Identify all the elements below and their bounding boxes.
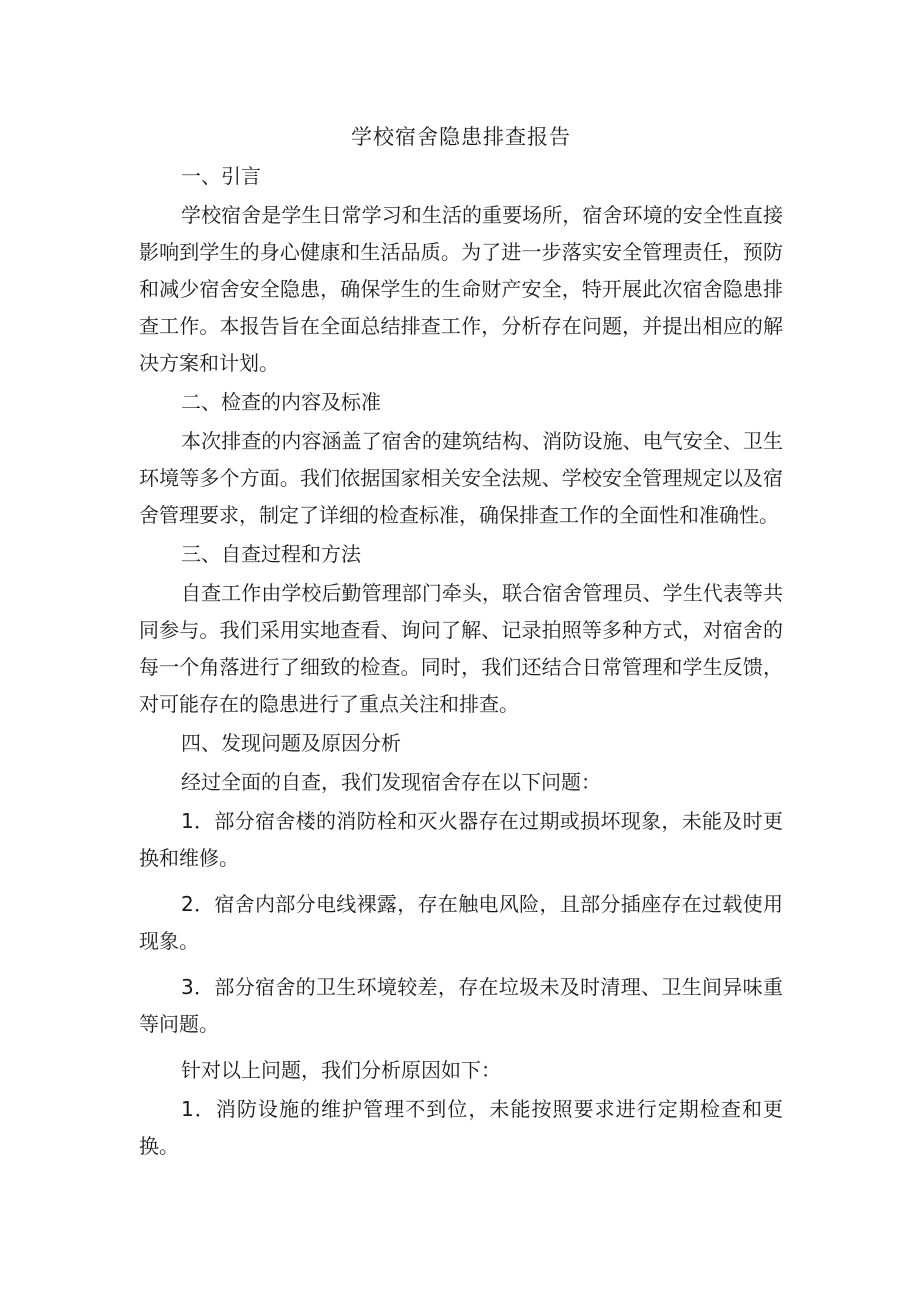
introduction-paragraph: 学校宿舍是学生日常学习和生活的重要场所，宿舍环境的安全性直接影响到学生的身心健康和生活品质。为了进一步落实安全管理责任，预防和减少宿舍安全隐患，确保学生的生命财产安全，特开展此次宿舍隐患排查工作。本报告旨在全面总结排查工作，分析存在问题，并提出相应的解决方案和计划。 xyxy=(139,203,783,375)
section-heading-introduction: 一、引言 xyxy=(181,164,261,188)
document-title: 学校宿舍隐患排查报告 xyxy=(351,125,571,149)
cause-item: 1．消防设施的维护管理不到位，未能按照要求进行定期检查和更换。 xyxy=(139,1097,783,1158)
section-heading-process: 三、自查过程和方法 xyxy=(181,542,361,566)
process-paragraph: 自查工作由学校后勤管理部门牵头，联合宿舍管理员、学生代表等共同参与。我们采用实地查看、询问了解、记录拍照等多种方式，对宿舍的每一个角落进行了细致的检查。同时，我们还结合日常管理和学生反馈，对可能存在的隐患进行了重点关注和排查。 xyxy=(139,581,783,716)
problems-intro: 经过全面的自查，我们发现宿舍存在以下问题： xyxy=(181,770,601,794)
inspection-content-paragraph: 本次排查的内容涵盖了宿舍的建筑结构、消防设施、电气安全、卫生环境等多个方面。我们依据国家相关安全法规、学校安全管理规定以及宿舍管理要求，制定了详细的检查标准，确保排查工作的全面性和准确性。 xyxy=(139,429,783,527)
section-heading-inspection-content: 二、检查的内容及标准 xyxy=(181,390,381,414)
problem-item: 3．部分宿舍的卫生环境较差，存在垃圾未及时清理、卫生间异味重等问题。 xyxy=(139,975,783,1036)
document-page xyxy=(139,118,783,1174)
analysis-intro: 针对以上问题，我们分析原因如下： xyxy=(181,1058,501,1082)
section-heading-problems: 四、发现问题及原因分析 xyxy=(181,731,401,755)
problem-item: 1．部分宿舍楼的消防栓和灭火器存在过期或损坏现象，未能及时更换和维修。 xyxy=(139,809,783,870)
problem-item: 2．宿舍内部分电线裸露，存在触电风险，且部分插座存在过载使用现象。 xyxy=(139,892,783,953)
